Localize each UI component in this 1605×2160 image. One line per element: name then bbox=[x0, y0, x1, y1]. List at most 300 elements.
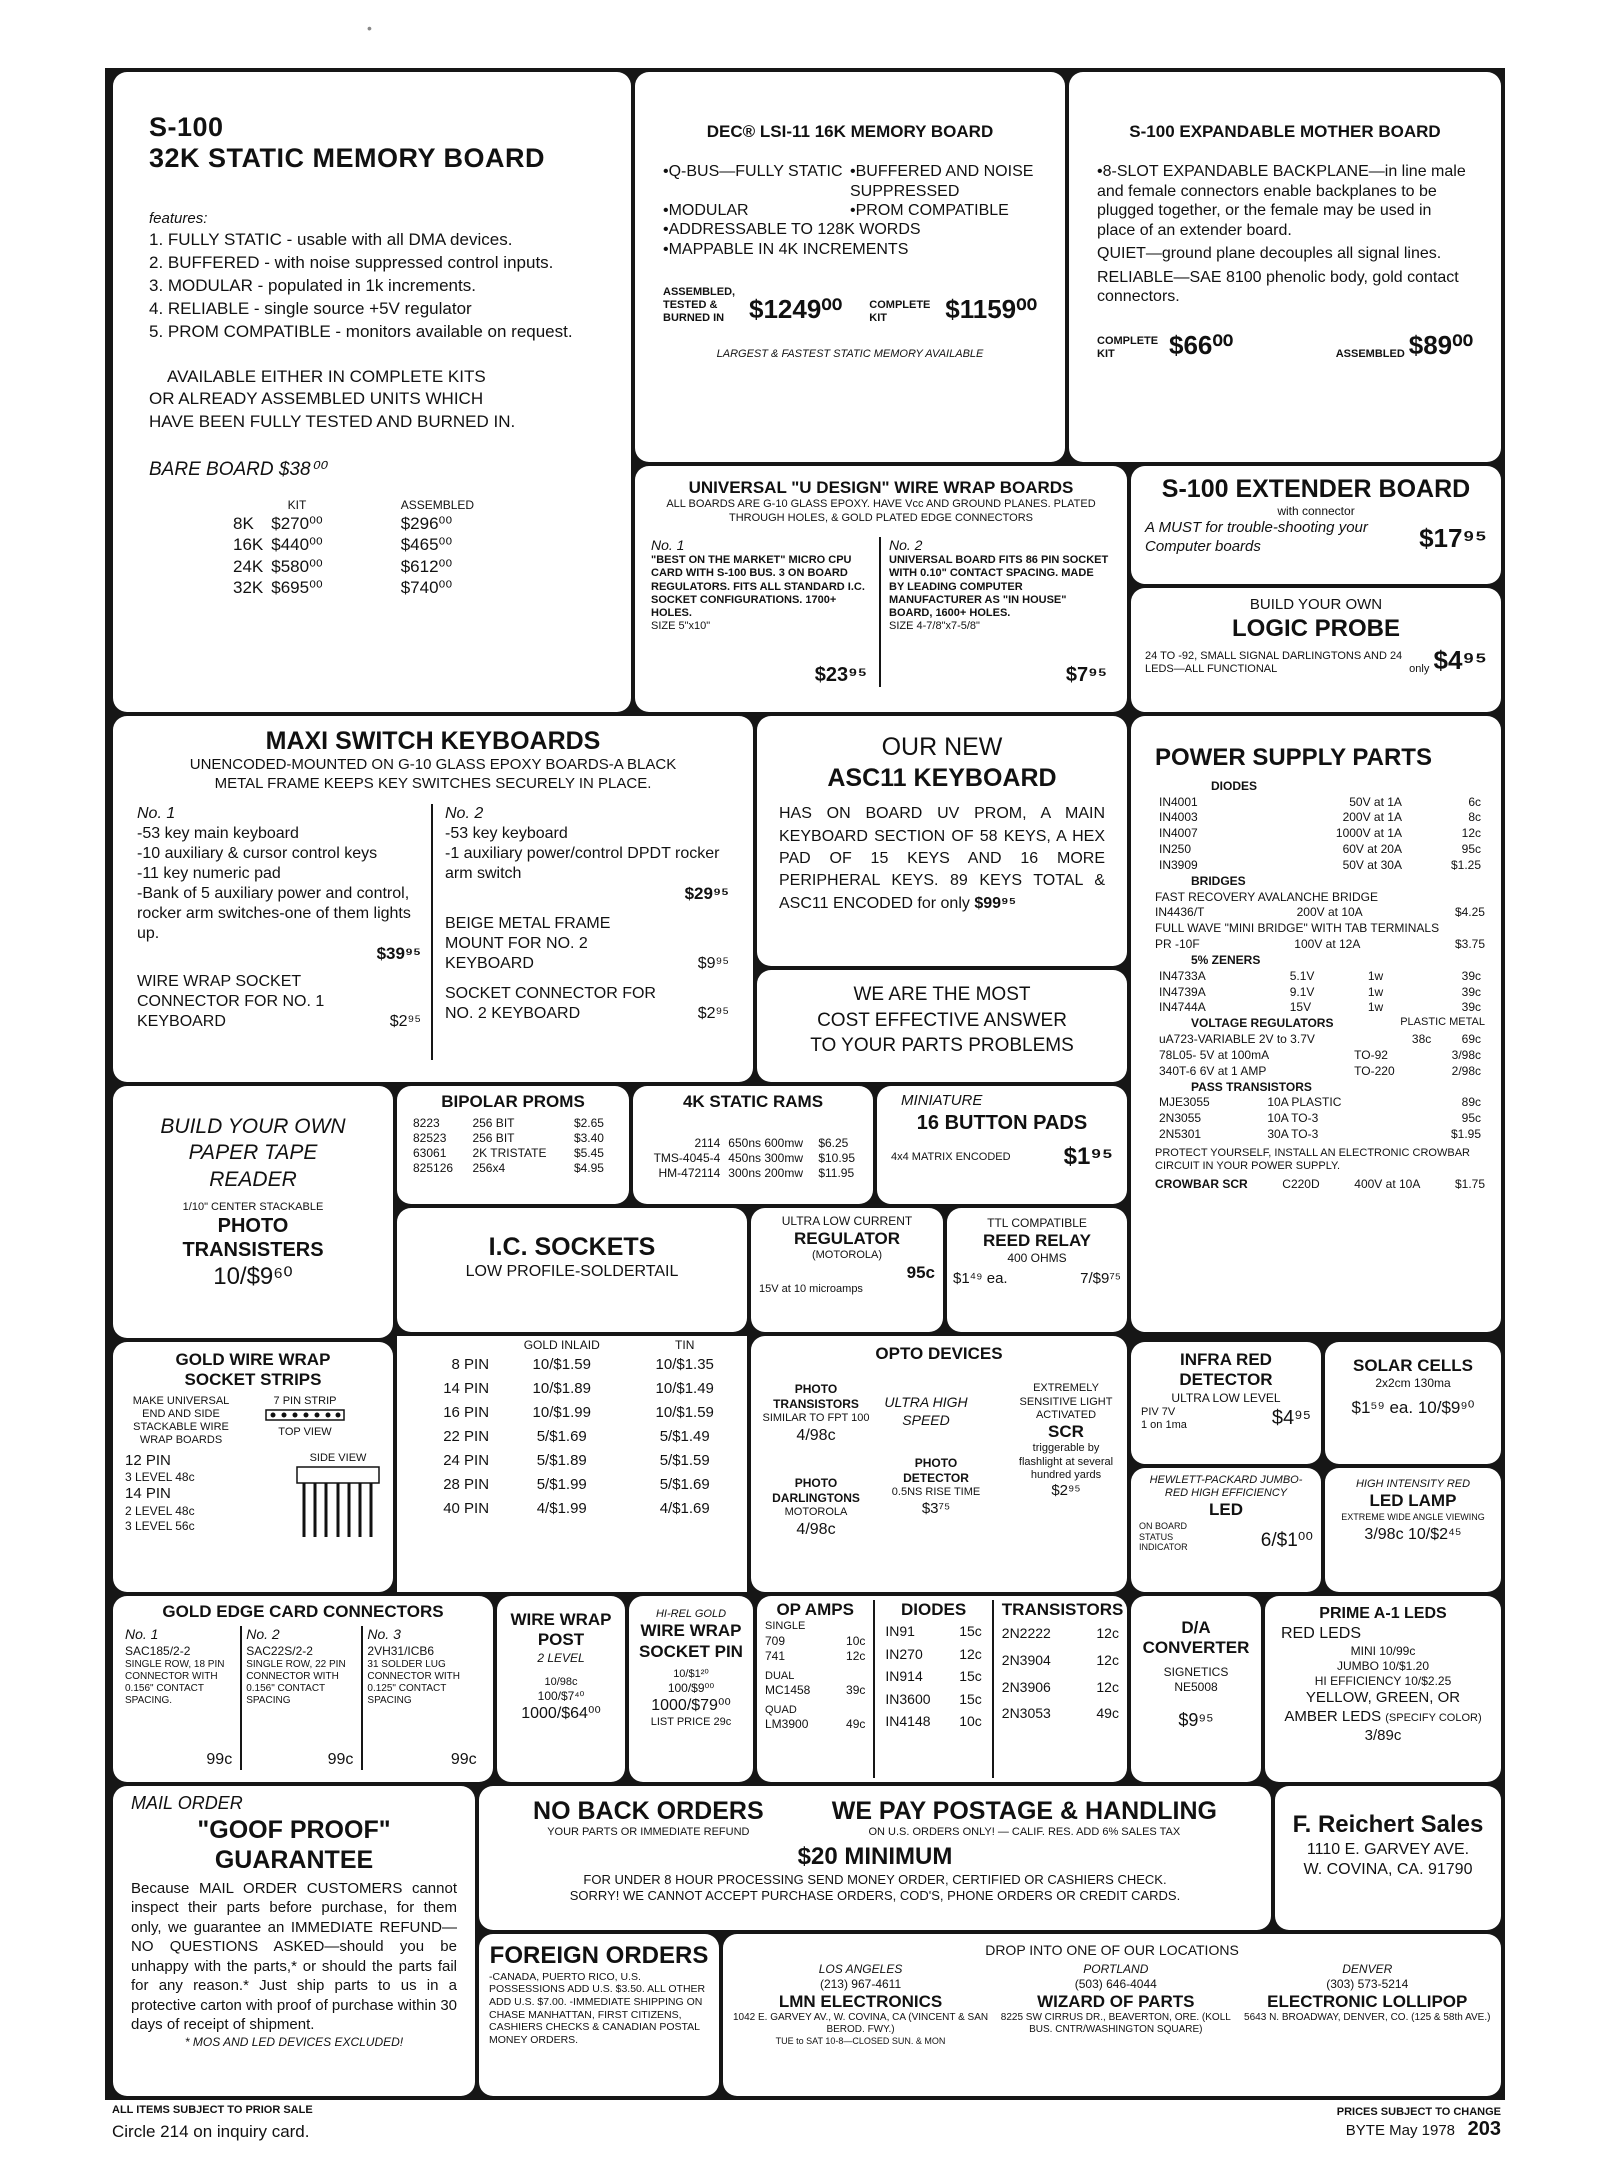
goof-l1: MAIL ORDER bbox=[131, 1793, 243, 1813]
regulator-title: REGULATOR bbox=[793, 1229, 901, 1248]
table-row: uA723-VARIABLE 2V to 3.7V 38c 69c bbox=[1159, 1032, 1481, 1047]
wwpin-t0: HI-REL GOLD bbox=[655, 1608, 727, 1620]
table-row: 8 PIN 10/$1.59 10/$1.35 bbox=[451, 1356, 714, 1373]
mother-kit-label: COMPLETE KIT bbox=[1097, 335, 1159, 361]
dec-assembled-label: ASSEMBLED, TESTED & BURNED IN bbox=[663, 285, 736, 325]
dec-lsi11-box bbox=[635, 72, 1065, 462]
relay-l1: TTL COMPATIBLE bbox=[987, 1216, 1087, 1230]
page-number: 203 bbox=[1467, 2118, 1501, 2140]
wirewrap-n2-size: SIZE 4-7/8"x7-5/8" bbox=[889, 620, 980, 633]
strips-p14a: 2 LEVEL 48c bbox=[125, 1504, 195, 1519]
power-fullwave: FULL WAVE "MINI BRIDGE" WITH TAB TERMINALS bbox=[1155, 921, 1440, 936]
da-l3: SIGNETICS bbox=[1163, 1664, 1229, 1679]
col-assembled: ASSEMBLED bbox=[400, 498, 475, 513]
noback-t1: NO BACK ORDERS bbox=[533, 1797, 764, 1825]
edge-n1: No. 1 bbox=[125, 1626, 159, 1643]
dec-kit-label: COMPLETE KIT bbox=[869, 299, 931, 325]
op-amps-box bbox=[757, 1596, 1127, 1782]
logic-l1: BUILD YOUR OWN bbox=[1249, 596, 1383, 613]
edge-d1: SINGLE ROW, 18 PIN CONNECTOR WITH 0.156" CONTACT SPACING. bbox=[125, 1658, 225, 1706]
mother-p3: RELIABLE—SAE 8100 phenolic body, gold contact connectors. bbox=[1097, 268, 1459, 306]
maxi-switch-box bbox=[113, 716, 753, 1082]
edge-d2: SINGLE ROW, 22 PIN CONNECTOR WITH 0.156" CONTACT SPACING bbox=[246, 1658, 346, 1706]
opto-pdet: PHOTO DETECTOR bbox=[903, 1456, 969, 1486]
store-la bbox=[731, 1962, 990, 2047]
regulator-box bbox=[751, 1208, 943, 1332]
noback-l2: SORRY! WE CANNOT ACCEPT PURCHASE ORDERS, COD'S, PHONE ORDERS OR CREDIT CARDS. bbox=[569, 1888, 1181, 1904]
maxi-n1-item: -53 key main keyboard bbox=[137, 824, 299, 842]
strips-p14: 14 PIN bbox=[125, 1485, 171, 1503]
prime-leds-box bbox=[1265, 1596, 1501, 1782]
locations-box bbox=[723, 1934, 1501, 2096]
infra-l4: PIV 7V bbox=[1141, 1405, 1176, 1418]
wirewrap-n1-desc: "BEST ON THE MARKET" MICRO CPU CARD WITH S-100 BUS. 3 ON BOARD REGULATORS. FITS ALL STANDARD I.C. SOCKET CONFIGURATIONS. 1700+ HOLES. bbox=[651, 554, 865, 620]
strip-side-view-icon bbox=[295, 1465, 381, 1545]
socket-price-table-box bbox=[397, 1336, 747, 1592]
leds-l2: RED LEDS bbox=[1281, 1625, 1362, 1642]
wirewrap-title: UNIVERSAL "U DESIGN" WIRE WRAP BOARDS bbox=[688, 478, 1074, 497]
lamp-l1: HIGH INTENSITY RED bbox=[1355, 1478, 1471, 1490]
table-row: HM-472114 300ns 200mw $11.95 bbox=[658, 1166, 855, 1181]
socket-strips-box bbox=[113, 1342, 393, 1592]
tape-l6: TRANSISTERS bbox=[182, 1238, 324, 1261]
maxi-n1-item: -Bank of 5 auxiliary power and control, rocker arm switches-one of them lights up. bbox=[137, 884, 411, 942]
leds-l6: YELLOW, GREEN, OR bbox=[1305, 1689, 1461, 1706]
strips-p12: 12 PIN bbox=[125, 1451, 171, 1469]
mother-title: S-100 EXPANDABLE MOTHER BOARD bbox=[1129, 122, 1441, 141]
opto-scr-pre: EXTREMELY SENSITIVE LIGHT ACTIVATED bbox=[1019, 1382, 1113, 1421]
feature-item: 4. RELIABLE - single source +5V regulator bbox=[149, 298, 472, 318]
regulator-l4: 15V at 10 microamps bbox=[759, 1282, 863, 1295]
wirewrap-n2-desc: UNIVERSAL BOARD FITS 86 PIN SOCKET WITH 0.10" CONTACT SPACING. MADE BY LEADING COMPUTER MANUFACTURER AS "IN HOUSE" BOARD, 1600+ HOLES. bbox=[889, 554, 1109, 620]
logic-probe-box bbox=[1131, 588, 1501, 712]
table-row: IN4003 200V at 1A 8c bbox=[1159, 810, 1481, 825]
wirewrap-n1-price: $23⁹⁵ bbox=[814, 663, 867, 686]
maxi-n1-price: $39⁹⁵ bbox=[376, 943, 421, 963]
wwpost-level: 2 LEVEL bbox=[537, 1650, 585, 1665]
reichert-box bbox=[1275, 1786, 1501, 1930]
foreign-orders-box bbox=[479, 1934, 719, 2096]
table-row: 16 PIN 10/$1.99 10/$1.59 bbox=[443, 1404, 714, 1421]
table-row: IN250 60V at 20A 95c bbox=[1159, 842, 1481, 857]
table-row: IN914 15c bbox=[885, 1668, 982, 1685]
table-row: IN4148 10c bbox=[885, 1712, 982, 1729]
bare-board-price: BARE BOARD $38⁰⁰ bbox=[149, 459, 326, 481]
answer-l3: TO YOUR PARTS PROBLEMS bbox=[810, 1035, 1074, 1057]
extender-desc: A MUST for trouble-shooting your Computer boards bbox=[1145, 519, 1368, 555]
edge-p3: 2VH31/ICB6 bbox=[367, 1643, 435, 1658]
opamps-dual-label: DUAL bbox=[765, 1669, 795, 1682]
table-row: 32K $695⁰⁰ $740⁰⁰ bbox=[233, 577, 453, 597]
features-list bbox=[149, 229, 595, 344]
maxi-n2-item: -53 key keyboard bbox=[445, 824, 568, 842]
table-row: 709 10c bbox=[765, 1633, 866, 1648]
maxi-n1-socket-price: $2⁹⁵ bbox=[389, 1012, 421, 1030]
power-bridge-note: FAST RECOVERY AVALANCHE BRIDGE bbox=[1155, 889, 1378, 904]
ascii-desc: HAS ON BOARD UV PROM, A MAIN KEYBOARD SECTION OF 58 KEYS, A HEX PAD OF 15 KEYS AND 16 MORE PERIPHERAL KEYS. 89 KEYS TOTAL & ASC11 ENCODED for only bbox=[779, 805, 1105, 912]
no-back-orders-box bbox=[479, 1786, 1271, 1930]
table-row: 2114 650ns 600mw $6.25 bbox=[694, 1136, 849, 1151]
infra-l5: 1 on 1ma bbox=[1141, 1418, 1187, 1431]
table-row: 24 PIN 5/$1.89 5/$1.59 bbox=[443, 1452, 710, 1469]
store-city: LOS ANGELES bbox=[818, 1961, 903, 1976]
noback-t2: WE PAY POSTAGE & HANDLING bbox=[831, 1797, 1217, 1825]
leds-l4: JUMBO 10/$1.20 bbox=[1336, 1659, 1430, 1673]
table-row: IN4007 1000V at 1A 12c bbox=[1159, 826, 1481, 841]
da-l1: D/A bbox=[1181, 1618, 1211, 1637]
opto-pd: PHOTO DARLINGTONS bbox=[772, 1476, 860, 1506]
infra-l1: INFRA RED bbox=[1180, 1350, 1272, 1369]
hpled-l3: ON BOARD STATUS INDICATOR bbox=[1139, 1520, 1188, 1553]
dec-feature: •BUFFERED AND NOISE SUPPRESSED bbox=[850, 163, 1034, 200]
lamp-price: 3/98c 10/$2⁴⁵ bbox=[1364, 1525, 1462, 1543]
power-zener-heading: 5% ZENERS bbox=[1191, 952, 1261, 967]
opto-pt1-price: 4/98c bbox=[796, 1426, 836, 1444]
infra-red-box bbox=[1131, 1342, 1321, 1464]
maxi-n2-item: -1 auxiliary power/control DPDT rocker arm switch bbox=[445, 844, 720, 882]
table-row: 16K $440⁰⁰ $465⁰⁰ bbox=[233, 535, 453, 555]
ascii-keyboard-box bbox=[757, 716, 1127, 966]
s100-memory-box bbox=[113, 72, 631, 712]
hpled-title: LED bbox=[1209, 1500, 1243, 1520]
proms-title: BIPOLAR PROMS bbox=[441, 1092, 585, 1111]
extender-title: S-100 EXTENDER BOARD bbox=[1161, 475, 1471, 503]
store-hours: TUE to SAT 10-8—CLOSED SUN. & MON bbox=[775, 2035, 946, 2046]
edge-connectors-box bbox=[113, 1596, 493, 1782]
table-row: 78L05- 5V at 100mA TO-92 3/98c bbox=[1159, 1047, 1481, 1062]
wirewrap-n2-price: $7⁹⁵ bbox=[1065, 663, 1107, 686]
button-pads-box bbox=[877, 1086, 1127, 1204]
edge-p2: SAC22S/2-2 bbox=[246, 1643, 313, 1658]
opto-pt1: PHOTO TRANSISTORS bbox=[773, 1382, 859, 1412]
strips-desc: MAKE UNIVERSAL END AND SIDE STACKABLE WIRE WRAP BOARDS bbox=[132, 1394, 230, 1447]
relay-price-multi: 7/$9⁷⁵ bbox=[1080, 1270, 1121, 1288]
power-pass-table bbox=[1155, 1095, 1485, 1142]
dec-feature: •MAPPABLE IN 4K INCREMENTS bbox=[663, 240, 909, 258]
table-row: 2N3906 12c bbox=[1001, 1678, 1119, 1695]
store-city: DENVER bbox=[1342, 1961, 1393, 1976]
regulator-price: 95c bbox=[906, 1262, 935, 1282]
edge-title: GOLD EDGE CARD CONNECTORS bbox=[162, 1602, 444, 1621]
goof-l2: "GOOF PROOF" bbox=[197, 1815, 391, 1844]
paper-tape-box bbox=[113, 1086, 393, 1338]
dec-title: DEC® LSI-11 16K MEMORY BOARD bbox=[706, 122, 994, 141]
sockets-title: I.C. SOCKETS bbox=[488, 1233, 656, 1261]
power-zener-table bbox=[1155, 969, 1485, 1016]
mother-kit-price: $66⁰⁰ bbox=[1169, 330, 1234, 360]
wirewrap-n1-label: No. 1 bbox=[651, 536, 685, 553]
pads-l3: 4x4 MATRIX ENCODED bbox=[891, 1150, 1011, 1163]
strips-side-label: SIDE VIEW bbox=[309, 1451, 367, 1464]
da-converter-box bbox=[1131, 1596, 1261, 1782]
feature-item: 5. PROM COMPATIBLE - monitors available on request. bbox=[149, 321, 573, 341]
infra-title: DETECTOR bbox=[1179, 1370, 1273, 1390]
goof-l3: GUARANTEE bbox=[214, 1845, 374, 1874]
leds-l7: AMBER LEDS bbox=[1284, 1707, 1382, 1725]
edge-p1: SAC185/2-2 bbox=[125, 1643, 191, 1658]
mother-board-box bbox=[1069, 72, 1501, 462]
power-pass-heading: PASS TRANSISTORS bbox=[1191, 1079, 1312, 1094]
sockets-sub: LOW PROFILE-SOLDERTAIL bbox=[465, 1263, 679, 1280]
relay-title: REED RELAY bbox=[982, 1231, 1091, 1250]
dec-feature: •PROM COMPATIBLE bbox=[850, 201, 1009, 219]
s100-title-2: 32K STATIC MEMORY BOARD bbox=[149, 143, 546, 174]
power-vreg-heading: VOLTAGE REGULATORS bbox=[1191, 1016, 1334, 1031]
sockets-table bbox=[405, 1338, 739, 1521]
table-row: 340T-6 6V at 1 AMP TO-220 2/98c bbox=[1159, 1063, 1481, 1078]
opto-scr: SCR bbox=[1048, 1421, 1084, 1441]
da-l4: NE5008 bbox=[1174, 1679, 1218, 1694]
table-row: 14 PIN 10/$1.89 10/$1.49 bbox=[443, 1380, 714, 1397]
table-row: IN4436/T 200V at 10A $4.25 bbox=[1155, 905, 1485, 920]
feature-item: 1. FULLY STATIC - usable with all DMA devices. bbox=[149, 229, 513, 249]
wwpost-title: WIRE WRAP POST bbox=[510, 1610, 612, 1650]
rams-title: 4K STATIC RAMS bbox=[682, 1092, 824, 1111]
dec-note: LARGEST & FASTEST STATIC MEMORY AVAILABLE bbox=[716, 347, 984, 360]
goof-body: Because MAIL ORDER CUSTOMERS cannot inspect their parts before purchase, for them only, we guarantee an IMMEDIATE REFUND—NO QUESTIONS ASKED—should you be unhappy with the parts,* or should the parts fail for any reason.* Just ship parts to us in a protective carton with proof of purchase within 30 days of receipt of shipment. bbox=[131, 1879, 458, 2033]
power-diodes-table bbox=[1155, 795, 1485, 874]
solar-price: $1⁵⁹ ea. 10/$9⁹⁰ bbox=[1351, 1398, 1475, 1418]
edge-n2: No. 2 bbox=[246, 1626, 280, 1643]
diodes-title: DIODES bbox=[900, 1600, 967, 1619]
relay-price-each: $1⁴⁹ ea. bbox=[953, 1270, 1008, 1288]
footer-inquiry: Circle 214 on inquiry card. bbox=[112, 2122, 310, 2141]
maxi-n2-label: No. 2 bbox=[445, 804, 484, 822]
store-address: 8225 SW CIRRUS DR., BEAVERTON, ORE. (KOLL BUS. CNTR/WASHINGTON SQUARE) bbox=[1000, 2011, 1231, 2035]
maxi-n1-socket: WIRE WRAP SOCKET CONNECTOR FOR NO. 1 KEYBOARD bbox=[137, 972, 325, 1030]
opto-pt1b: SIMILAR TO FPT 100 bbox=[762, 1412, 870, 1425]
regulator-l1: ULTRA LOW CURRENT bbox=[781, 1214, 913, 1228]
answer-l2: COST EFFECTIVE ANSWER bbox=[817, 1009, 1067, 1031]
pads-title: 16 BUTTON PADS bbox=[916, 1111, 1088, 1134]
wwpin-title: WIRE WRAP SOCKET PIN bbox=[639, 1621, 743, 1661]
table-row: IN3600 15c bbox=[885, 1690, 982, 1707]
extender-sub: with connector bbox=[1277, 504, 1355, 518]
store-city: PORTLAND bbox=[1083, 1961, 1149, 1976]
opto-devices-box bbox=[751, 1336, 1127, 1592]
store-phone: (503) 646-4044 bbox=[1074, 1976, 1157, 1991]
infra-l3: ULTRA LOW LEVEL bbox=[1171, 1390, 1281, 1405]
leds-l7b: (SPECIFY COLOR) bbox=[1385, 1711, 1482, 1724]
solar-title: SOLAR CELLS bbox=[1353, 1356, 1473, 1375]
strips-p14b: 3 LEVEL 56c bbox=[125, 1519, 195, 1534]
static-rams-box bbox=[633, 1086, 873, 1204]
logic-only: only bbox=[1409, 662, 1430, 675]
foreign-title: FOREIGN ORDERS bbox=[489, 1942, 709, 1969]
avail-line: OR ALREADY ASSEMBLED UNITS WHICH bbox=[149, 389, 484, 409]
edge-d3: 31 SOLDER LUG CONNECTOR WITH 0.125" CONTACT SPACING bbox=[367, 1658, 460, 1706]
reichert-city: W. COVINA, CA. 91790 bbox=[1303, 1861, 1473, 1878]
availability-text bbox=[149, 366, 595, 435]
opto-pdet-desc: 0.5NS RISE TIME bbox=[891, 1486, 981, 1499]
opto-scr-price: $2⁹⁵ bbox=[1051, 1481, 1081, 1499]
wwpost-p1: 10/98c bbox=[544, 1675, 578, 1688]
table-row: MC1458 39c bbox=[765, 1682, 866, 1697]
maxi-n2-socket: SOCKET CONNECTOR FOR NO. 2 KEYBOARD bbox=[445, 984, 656, 1022]
strip-top-view-icon bbox=[265, 1408, 345, 1422]
reichert-address: 1110 E. GARVEY AVE. bbox=[1306, 1841, 1470, 1858]
table-row: IN4733A 5.1V 1w 39c bbox=[1159, 968, 1481, 983]
relay-l3: 400 OHMS bbox=[1007, 1251, 1067, 1266]
locations-header: DROP INTO ONE OF OUR LOCATIONS bbox=[985, 1942, 1239, 1958]
table-row: LM3900 49c bbox=[765, 1716, 866, 1731]
proms-table bbox=[409, 1116, 617, 1176]
edge-n3: No. 3 bbox=[367, 1626, 401, 1643]
dec-feature: •Q-BUS—FULLY STATIC bbox=[663, 163, 843, 181]
tape-l2: PAPER TAPE bbox=[188, 1141, 318, 1165]
strips-title-1: GOLD WIRE WRAP bbox=[175, 1350, 331, 1369]
store-denver bbox=[1242, 1962, 1493, 2047]
sockets-gold-heading: GOLD INLAID bbox=[523, 1338, 600, 1352]
table-row: 8223 256 BIT $2.65 bbox=[413, 1116, 604, 1131]
table-row: IN3909 50V at 30A $1.25 bbox=[1159, 857, 1481, 872]
maxi-n2-price: $29⁹⁵ bbox=[684, 883, 729, 903]
logic-title: LOGIC PROBE bbox=[1231, 614, 1400, 642]
table-row: TMS-4045-4 450ns 300mw $10.95 bbox=[653, 1151, 856, 1166]
dec-feature: •MODULAR bbox=[663, 201, 749, 219]
hp-led-box bbox=[1131, 1468, 1321, 1592]
regulator-l3: (MOTOROLA) bbox=[811, 1249, 883, 1262]
features-label: features: bbox=[149, 210, 208, 228]
table-row: IN270 12c bbox=[885, 1645, 982, 1662]
lamp-title: LED LAMP bbox=[1369, 1491, 1457, 1511]
power-title: POWER SUPPLY PARTS bbox=[1155, 744, 1432, 771]
extender-price: $17⁹⁵ bbox=[1419, 522, 1487, 553]
store-phone: (213) 967-4611 bbox=[819, 1976, 902, 1991]
wwpin-list-price: LIST PRICE 29c bbox=[650, 1716, 732, 1729]
table-row: PR -10F 100V at 12A $3.75 bbox=[1155, 937, 1485, 952]
maxi-n1-item: -11 key numeric pad bbox=[137, 864, 281, 882]
pads-l1: MINIATURE bbox=[901, 1092, 983, 1109]
wwpin-p1: 10/$1²⁰ bbox=[673, 1667, 709, 1680]
logic-desc: 24 TO -92, SMALL SIGNAL DARLINGTONS AND 24 LEDS—ALL FUNCTIONAL bbox=[1145, 649, 1403, 675]
pads-price: $1⁹⁵ bbox=[1063, 1142, 1113, 1170]
tape-l4: 1/10" CENTER STACKABLE bbox=[182, 1200, 324, 1213]
tape-l3: READER bbox=[209, 1167, 297, 1191]
store-address: 5643 N. BROADWAY, DENVER, CO. (125 & 58th AVE.) bbox=[1244, 2011, 1491, 2023]
wirewrap-sub: ALL BOARDS ARE G-10 GLASS EPOXY. HAVE Vcc AND GROUND PLANES. PLATED THROUGH HOLES, & GOLD PLATED EDGE CONNECTORS bbox=[666, 498, 1096, 524]
feature-item: 2. BUFFERED - with noise suppressed control inputs. bbox=[149, 252, 554, 272]
store-address: 1042 E. GARVEY AV., W. COVINA, CA (VINCENT & SAN BEROD. FWY.) bbox=[732, 2011, 989, 2035]
tape-l1: BUILD YOUR OWN bbox=[160, 1115, 346, 1138]
hpled-price: 6/$1⁰⁰ bbox=[1260, 1530, 1313, 1552]
power-diodes-heading: DIODES bbox=[1211, 778, 1258, 793]
solar-cells-box bbox=[1325, 1342, 1501, 1464]
opto-title: OPTO DEVICES bbox=[875, 1344, 1003, 1363]
leds-title: PRIME A-1 LEDS bbox=[1319, 1605, 1447, 1622]
table-row: 40 PIN 4/$1.99 4/$1.69 bbox=[443, 1500, 710, 1517]
table-row: 825126 256x4 $4.95 bbox=[413, 1161, 604, 1176]
opto-ultra: ULTRA HIGH SPEED bbox=[884, 1394, 968, 1428]
power-plastic-label: PLASTIC bbox=[1400, 1016, 1447, 1029]
table-row: 741 12c bbox=[765, 1648, 866, 1663]
opto-pd-desc: MOTOROLA bbox=[784, 1506, 848, 1519]
wwpost-p3: 1000/$64⁰⁰ bbox=[521, 1704, 601, 1722]
tape-l5: PHOTO bbox=[217, 1214, 289, 1237]
dec-features bbox=[663, 162, 1037, 220]
footer-prior-sale: ALL ITEMS SUBJECT TO PRIOR SALE bbox=[112, 2104, 313, 2116]
noback-minimum: $20 MINIMUM bbox=[797, 1843, 953, 1871]
lamp-l3: EXTREME WIDE ANGLE VIEWING bbox=[1341, 1511, 1485, 1522]
power-metal-label: METAL bbox=[1449, 1016, 1485, 1029]
table-row: 2N2222 12c bbox=[1001, 1625, 1119, 1642]
rams-table bbox=[643, 1136, 863, 1181]
goof-proof-box bbox=[113, 1786, 475, 2096]
mother-p1: •8-SLOT EXPANDABLE BACKPLANE—in line male and female connectors enable backplanes to be plugged together, or the female may be used in place of an extender board. bbox=[1097, 163, 1466, 239]
strips-title-2: SOCKET STRIPS bbox=[184, 1370, 322, 1390]
wirewrap-n2-label: No. 2 bbox=[889, 536, 923, 553]
s100-title-1: S-100 bbox=[149, 112, 224, 142]
noback-s1: YOUR PARTS OR IMMEDIATE REFUND bbox=[547, 1826, 750, 1838]
foreign-body: -CANADA, PUERTO RICO, U.S. POSSESSIONS ADD U.S. $3.50. ALL OTHER ADD U.S. $7.00. -IMMEDIATE SHIPPING ON CHASE MANHATTAN, FIRST CITIZENS, CASHIERS CHECKS & CANADIAN POSTAL MONEY ORDERS. bbox=[489, 1970, 706, 2046]
noback-l1: FOR UNDER 8 HOUR PROCESSING SEND MONEY ORDER, CERTIFIED OR CASHIERS CHECK. bbox=[583, 1871, 1167, 1887]
wire-wrap-post-box bbox=[497, 1596, 625, 1782]
power-vreg-table bbox=[1155, 1032, 1485, 1079]
mother-assembled-label: ASSEMBLED bbox=[1335, 348, 1405, 361]
sockets-tin-heading: TIN bbox=[675, 1338, 695, 1352]
solar-l2: 2x2cm 130ma bbox=[1375, 1376, 1451, 1391]
table-row: IN4744A 15V 1w 39c bbox=[1159, 1000, 1481, 1015]
ic-sockets-box bbox=[397, 1208, 747, 1332]
extender-box bbox=[1131, 466, 1501, 584]
maxi-sub: UNENCODED-MOUNTED ON G-10 GLASS EPOXY BOARDS-A BLACK METAL FRAME KEEPS KEY SWITCHES SECURELY IN PLACE. bbox=[189, 756, 677, 792]
footer-magazine: BYTE May 1978 bbox=[1345, 2122, 1455, 2139]
power-bridges-heading: BRIDGES bbox=[1191, 873, 1246, 888]
maxi-n2-socket-price: $2⁹⁵ bbox=[697, 1004, 729, 1022]
power-crowbar: CROWBAR SCR C220D 400V at 10A $1.75 bbox=[1155, 1177, 1485, 1192]
da-price: $9⁹⁵ bbox=[1178, 1709, 1214, 1730]
table-row: 82523 256 BIT $3.40 bbox=[413, 1131, 604, 1146]
table-row: MJE3055 10A PLASTIC 89c bbox=[1159, 1095, 1481, 1110]
leds-l5: HI EFFICIENCY 10/$2.25 bbox=[1314, 1674, 1452, 1688]
table-row: 24K $580⁰⁰ $612⁰⁰ bbox=[233, 556, 453, 576]
edge-price-2: 99c bbox=[327, 1751, 354, 1769]
transistors-title: TRANSISTORS bbox=[1001, 1600, 1124, 1619]
store-portland bbox=[990, 1962, 1241, 2047]
power-protect: PROTECT YOURSELF, INSTALL AN ELECTRONIC CROWBAR CIRCUIT IN YOUR POWER SUPPLY. bbox=[1155, 1146, 1470, 1173]
table-row: 2N5301 30A TO-3 $1.95 bbox=[1159, 1127, 1481, 1142]
edge-price-3: 99c bbox=[450, 1751, 477, 1769]
avail-line: HAVE BEEN FULLY TESTED AND BURNED IN. bbox=[149, 412, 516, 432]
memory-price-table bbox=[229, 498, 478, 598]
dec-kit-price: $1159⁰⁰ bbox=[945, 294, 1037, 325]
ascii-price: $99⁹⁵ bbox=[974, 894, 1017, 912]
maxi-n2-frame: BEIGE METAL FRAME MOUNT FOR NO. 2 KEYBOARD bbox=[445, 914, 611, 972]
feature-item: 3. MODULAR - populated in 1k increments. bbox=[149, 275, 476, 295]
logic-price: $4⁹⁵ bbox=[1433, 644, 1487, 675]
table-row: 63061 2K TRISTATE $5.45 bbox=[413, 1146, 604, 1161]
ascii-title: ASC11 KEYBOARD bbox=[827, 764, 1057, 793]
ascii-t1: OUR NEW bbox=[881, 733, 1003, 761]
table-row: 28 PIN 5/$1.99 5/$1.69 bbox=[443, 1476, 710, 1493]
led-lamp-box bbox=[1325, 1468, 1501, 1592]
table-row: IN91 15c bbox=[885, 1623, 982, 1640]
reichert-name: F. Reichert Sales bbox=[1292, 1811, 1484, 1838]
maxi-n2-frame-price: $9⁹⁵ bbox=[697, 954, 729, 972]
wwpin-p2: 100/$9⁰⁰ bbox=[667, 1681, 715, 1696]
answer-box bbox=[757, 970, 1127, 1082]
table-row: 2N3904 12c bbox=[1001, 1651, 1119, 1668]
hpled-l1: HEWLETT-PACKARD JUMBO-RED HIGH EFFICIENCY bbox=[1149, 1474, 1303, 1500]
wire-wrap-pin-box bbox=[629, 1596, 753, 1782]
answer-l1: WE ARE THE MOST bbox=[853, 984, 1031, 1005]
leds-l8: 3/89c bbox=[1364, 1726, 1402, 1744]
mother-assembled-price: $89⁰⁰ bbox=[1408, 330, 1473, 360]
table-row: 22 PIN 5/$1.69 5/$1.49 bbox=[443, 1428, 710, 1445]
mother-p2: QUIET—ground plane decouples all signal lines. bbox=[1097, 245, 1442, 263]
table-row: 2N3055 10A TO-3 95c bbox=[1159, 1111, 1481, 1126]
power-supply-box bbox=[1131, 716, 1501, 1332]
